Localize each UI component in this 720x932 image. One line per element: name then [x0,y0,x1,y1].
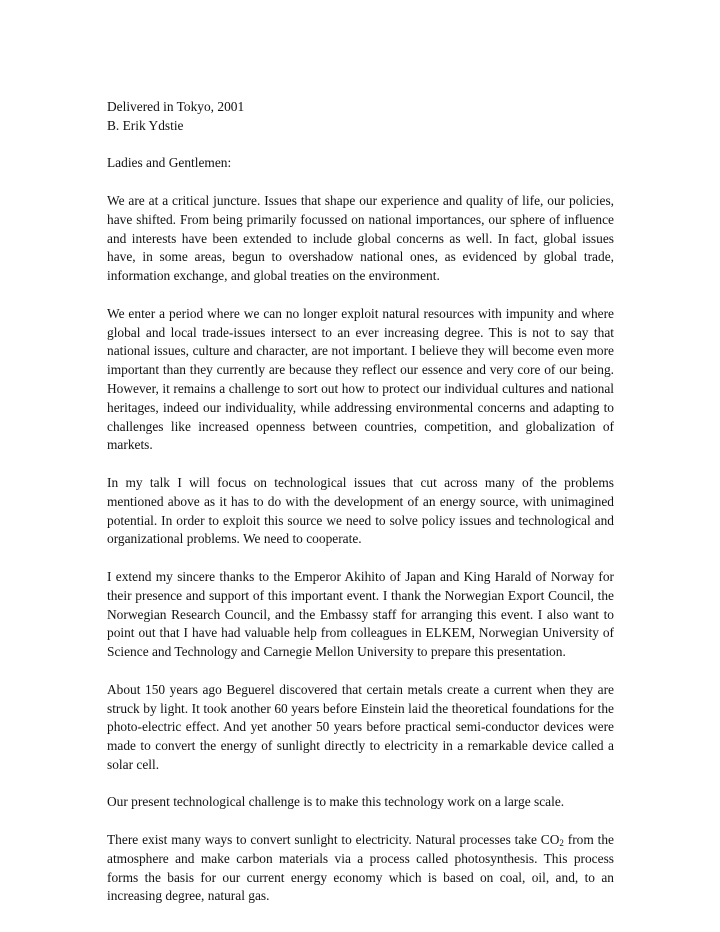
spacer [107,173,614,192]
paragraph-history: About 150 years ago Beguerel discovered that certain metals create a current when they are struck by light. It took another 60 years before Einstein laid the theoretical foundations for the photo-electric effect. And yet another 50 years before practical semi-conductor devices were made to convert the energy of sunlight directly to electricity in a remarkable device called a solar cell. [107,681,614,772]
co2-subscript: 2 [559,838,564,849]
paragraph-challenge: Our present technological challenge is to make this technology work on a large scale. [107,794,565,810]
paragraph-thanks: I extend my sincere thanks to the Emperor Akihito of Japan and King Harald of Norway for their presence and support of this important event. I thank the Norwegian Export Council, the Norwegian Research Council, and the Embassy staff for arranging this event. I also want to point out that I have had valuable help from colleagues in ELKEM, Norwegian University of Science and Technology and Carnegie Mellon University to prepare this presentation. [107,568,614,660]
paragraph-critical-juncture: We are at a critical juncture. Issues that shape our experience and quality of life, our policies, have shifted. From being primarily focussed on national importances, our sphere of influence and interests have been extended to include global concerns as well. In fact, global issues have, in some areas, begun to overshadow national ones, as evidenced by global trade, information exchange, and global treaties on the environment. [107,192,614,284]
photosynthesis-text-end: from the atmosphere and make carbon materials via a process called photosynthesis. This process forms the basis for our current energy economy which is based on coal, oil, and, to an increasing degree, natural gas. [107,832,614,904]
photosynthesis-text-start: There exist many ways to convert sunlight to electricity. Natural processes take CO [107,832,560,848]
paragraph-photosynthesis [107,831,614,906]
spacer [107,136,614,155]
document-page [107,98,614,906]
author-line: B. Erik Ydstie [107,117,184,133]
paragraph-natural-resources: We enter a period where we can no longer exploit natural resources with impunity and where global and local trade-issues intersect to an ever increasing degree. This is not to say that national issues, culture and character, are not important. I believe they will become even more important than they currently are because they reflect our essence and very core of our being. However, it remains a challenge to sort out how to protect our individual cultures and national heritages, indeed our individuality, while addressing environmental concerns and adapting to challenges like increased openness between countries, competition, and globalization of markets. [107,305,614,453]
delivered-line: Delivered in Tokyo, 2001 [107,99,245,114]
salutation: Ladies and Gentlemen: [107,155,232,171]
paragraph-technological-issues: In my talk I will focus on technological issues that cut across many of the problems mentioned above as it has to do with the development of an energy source, with unimagined potential. In order to exploit this source we need to solve policy issues and technological and organizational problems. We need to cooperate. [107,474,614,547]
